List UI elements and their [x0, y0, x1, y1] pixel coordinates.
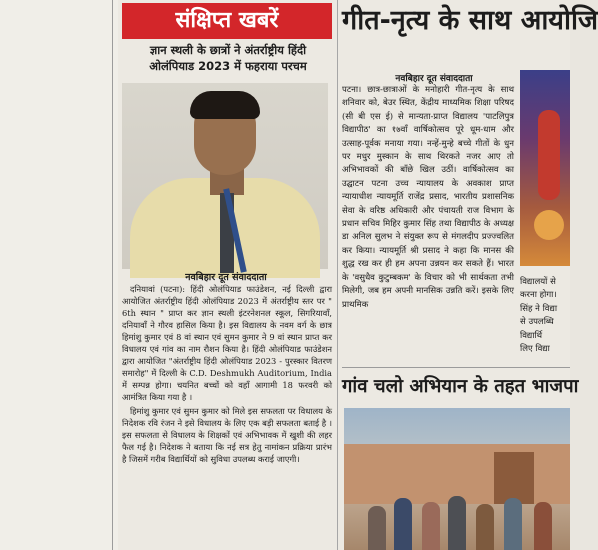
photo-person [422, 502, 440, 550]
left-article [118, 0, 336, 550]
fragment-line: सिंह ने विद्या [520, 303, 558, 314]
photo-person [368, 506, 386, 550]
right-text-fragment [520, 276, 570, 356]
photo-person [504, 498, 522, 550]
photo-person [476, 504, 494, 550]
article-byline: नवबिहार दूत संवाददाता [185, 272, 267, 283]
right-body [342, 84, 514, 312]
right-article [340, 0, 598, 550]
second-headline: गांव चलो अभियान के तहत भाजपा [342, 376, 579, 397]
fragment-line: विद्यार्थि [520, 330, 543, 341]
photo-door [494, 452, 534, 504]
body-paragraph-2: हिमांशु कुमार एवं सुमन कुमार को मिले इस सफलता पर विधालय के निदेशक रवि रंजन ने इसे विधालय के लिए एक बड़ी सफलता बताई है । इस सफलता से विधालय के शिक्षकों एवं अभिभावक में खुशी की लहर फैल गई है। निदेशक ने बताया कि नई सत्र हेतु नामांकन प्रक्रिया प्रारंभ है जिसमें गरीब विद्यार्थियों को सुविधा उपलब्ध कराई जाएगी। [122, 406, 332, 464]
photo-dancer [538, 110, 560, 200]
fragment-line: करना होगा। [520, 290, 557, 301]
fragment-line: लिए विद्या [520, 344, 550, 355]
right-body-text: पटना। छात्र-छात्राओं के मनोहारी गीत-नृत्य के साथ शनिवार को, बेउर स्थित, केंद्रीय माध्यमिक शिक्षा परिषद (सी बी एस ई) से मान्यता-प्राप्त विद्यालय 'पाटलिपुत्र विद्यापीठ' का १७वाँ वार्षिकोत्सव पूरे धूम-धाम और उत्साह-पूर्वक मनाया गया। नन्हें-मुन्हे बच्चे गीतों के धुन पर मधुर मुस्कान के साथ थिरकते नजर आए तो अभिभावकों की बाँछे खिल उठीं। वार्षिकोत्सव का उद्घाटन पटना उच्च न्यायालय के अवकाश प्राप्त न्यायाधीश न्यायमूर्ति राजेंद्र प्रसाद, भारतीय प्रशासनिक सेवा के वरिष्ठ अधिकारी और पंचायती राज विभाग के प्रधान सचिव मिहिर कुमार सिंह तथा विद्यापीठ के अध्यक्ष डा अनिल सुलभ ने संयुक्त रूप से मंगलदीप प्रज्ज्वलित कर किया। न्यायमूर्ति श्री प्रसाद ने कहा कि मानस की शुद्ध रख कर ही हम अपना उन्नयन कर सकते हैं। भारत के 'वसुधैव कुटुम्बकम' के विचार को भी सार्थकता तभी मिलेगी, जब हम अपनी मानसिक उन्नति करें। इसके लिए प्राथमिक [342, 85, 514, 310]
event-photo [520, 70, 570, 266]
column-rule-2 [337, 0, 338, 550]
right-headline: गीत-नृत्य के साथ आयोजि [342, 5, 598, 36]
photo-person [448, 496, 466, 550]
photo-flower [534, 210, 564, 240]
photo-person [534, 502, 552, 550]
fragment-line: विद्यालयों से [520, 277, 556, 287]
body-paragraph-1: दनियावां (पटना): हिंदी ओलंपियाड फाउंडेशन, नई दिल्ली द्वारा आयोजित अंतर्राष्ट्रीय हिंदी ओलंपियाड 2023 में अंतर्राष्ट्रीय स्तर पर " 6th स्थान " प्राप्त कर ज्ञान स्थली इंटरनेशनल स्कूल, सिगरियावाँ, दनियावाँ ने गौरव हासिल किया है। इस विद्यालय के नवम वर्ग के छात्र हिमांशु कुमार एवं 8 वां स्थान एवं सुमन कुमार ने 9 वां स्थान प्राप्त कर विधालय एवं गांव का नाम रौशन किया है। हिंदी ओलंपियाड फाउंडेशन द्वारा आयोजित "अंतर्राष्ट्रीय हिंदी ओलंपियाड 2023 - पुरस्कार वितरण समारोह" में दिल्ली के C.D. Deshmukh Auditorium, India में सम्पन्न होगा। चयनित बच्चों को वहाँ आगामी 18 फरवरी को आमंत्रित किया गया है । [122, 284, 332, 402]
column-rule [112, 0, 113, 550]
village-photo [344, 408, 570, 550]
article-body [122, 283, 332, 467]
headline-line-1: ज्ञान स्थली के छात्रों ने अंतर्राष्ट्रीय हिंदी [149, 43, 307, 57]
photo-hair [190, 91, 260, 119]
photo-person [394, 498, 412, 550]
photo-building [344, 444, 570, 504]
student-photo [122, 83, 328, 269]
fragment-line: से उपलब्धि [520, 317, 554, 328]
left-gutter [0, 0, 118, 550]
headline-line-2: ओलंपियाड 2023 में फहराया परचम [149, 59, 307, 73]
section-divider [342, 367, 570, 368]
section-kicker: संक्षिप्त खबरें [122, 3, 332, 39]
right-byline: नवबिहार दूत संवाददाता [395, 74, 473, 84]
article-headline [124, 42, 332, 74]
